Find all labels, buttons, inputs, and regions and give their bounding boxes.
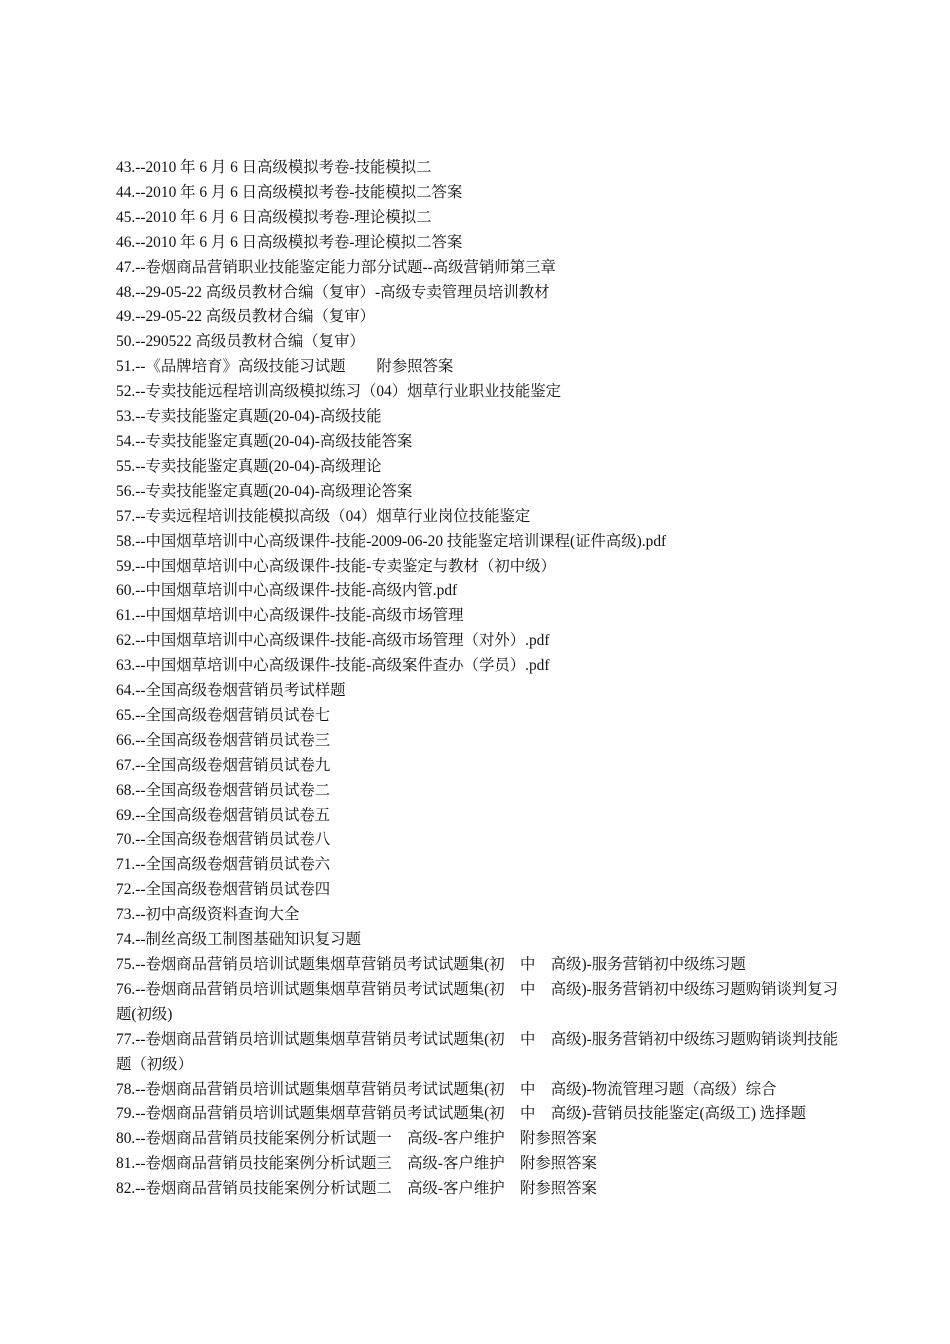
list-item: 82.--卷烟商品营销员技能案例分析试题二 高级-客户维护 附参照答案 <box>116 1180 597 1198</box>
list-item: 53.--专卖技能鉴定真题(20-04)-高级技能 <box>116 408 382 426</box>
list-item: 65.--全国高级卷烟营销员试卷七 <box>116 706 331 724</box>
list-item: 52.--专卖技能远程培训高级模拟练习（04）烟草行业职业技能鉴定 <box>116 383 562 401</box>
list-item: 55.--专卖技能鉴定真题(20-04)-高级理论 <box>116 457 382 475</box>
list-item: 66.--全国高级卷烟营销员试卷三 <box>116 731 331 749</box>
document-list <box>116 156 851 1202</box>
list-item: 47.--卷烟商品营销职业技能鉴定能力部分试题--高级营销师第三章 <box>116 258 556 276</box>
list-item: 58.--中国烟草培训中心高级课件-技能-2009-06-20 技能鉴定培训课程(证件高级).pdf <box>116 532 667 550</box>
list-item: 80.--卷烟商品营销员技能案例分析试题一 高级-客户维护 附参照答案 <box>116 1130 597 1148</box>
list-item: 73.--初中高级资料查询大全 <box>116 906 300 924</box>
list-item: 78.--卷烟商品营销员培训试题集烟草营销员考试试题集(初 中 高级)-物流管理习题（高级）综合 <box>116 1080 777 1098</box>
list-item: 48.--29-05-22 高级员教材合编（复审）-高级专卖管理员培训教材 <box>116 283 550 301</box>
list-item: 62.--中国烟草培训中心高级课件-技能-高级市场管理（对外）.pdf <box>116 632 550 650</box>
list-item: 61.--中国烟草培训中心高级课件-技能-高级市场管理 <box>116 607 464 625</box>
list-item: 79.--卷烟商品营销员培训试题集烟草营销员考试试题集(初 中 高级)-营销员技能鉴定(高级工) 选择题 <box>116 1105 806 1123</box>
list-item: 81.--卷烟商品营销员技能案例分析试题三 高级-客户维护 附参照答案 <box>116 1155 597 1173</box>
list-item: 75.--卷烟商品营销员培训试题集烟草营销员考试试题集(初 中 高级)-服务营销初中级练习题 <box>116 956 746 973</box>
list-item: 69.--全国高级卷烟营销员试卷五 <box>116 806 331 824</box>
list-item: 71.--全国高级卷烟营销员试卷六 <box>116 856 331 874</box>
list-item: 67.--全国高级卷烟营销员试卷九 <box>116 756 331 774</box>
list-item: 64.--全国高级卷烟营销员考试样题 <box>116 682 346 700</box>
list-item: 59.--中国烟草培训中心高级课件-技能-专卖鉴定与教材（初中级） <box>116 557 556 575</box>
list-item: 76.--卷烟商品营销员培训试题集烟草营销员考试试题集(初 中 高级)-服务营销初中级练习题购销谈判复习题(初级) <box>116 980 839 1023</box>
list-item: 72.--全国高级卷烟营销员试卷四 <box>116 881 331 899</box>
list-item: 45.--2010 年 6 月 6 日高级模拟考卷-理论模拟二 <box>116 208 432 226</box>
list-item: 54.--专卖技能鉴定真题(20-04)-高级技能答案 <box>116 432 413 450</box>
list-item: 51.--《品牌培育》高级技能习试题 附参照答案 <box>116 358 454 376</box>
list-item: 60.--中国烟草培训中心高级课件-技能-高级内管.pdf <box>116 582 458 600</box>
list-item: 56.--专卖技能鉴定真题(20-04)-高级理论答案 <box>116 482 413 500</box>
list-item: 43.--2010 年 6 月 6 日高级模拟考卷-技能模拟二 <box>116 159 432 176</box>
list-item: 77.--卷烟商品营销员培训试题集烟草营销员考试试题集(初 中 高级)-服务营销初中级练习题购销谈判技能题（初级） <box>116 1030 839 1073</box>
list-item: 68.--全国高级卷烟营销员试卷二 <box>116 781 331 799</box>
list-item: 74.--制丝高级工制图基础知识复习题 <box>116 931 361 949</box>
list-item: 70.--全国高级卷烟营销员试卷八 <box>116 831 331 849</box>
list-item: 49.--29-05-22 高级员教材合编（复审） <box>116 308 376 326</box>
list-item: 57.--专卖远程培训技能模拟高级（04）烟草行业岗位技能鉴定 <box>116 507 531 525</box>
list-item: 44.--2010 年 6 月 6 日高级模拟考卷-技能模拟二答案 <box>116 183 463 201</box>
list-item: 63.--中国烟草培训中心高级课件-技能-高级案件查办（学员）.pdf <box>116 657 550 675</box>
list-item: 46.--2010 年 6 月 6 日高级模拟考卷-理论模拟二答案 <box>116 233 463 251</box>
list-item: 50.--290522 高级员教材合编（复审） <box>116 333 365 351</box>
